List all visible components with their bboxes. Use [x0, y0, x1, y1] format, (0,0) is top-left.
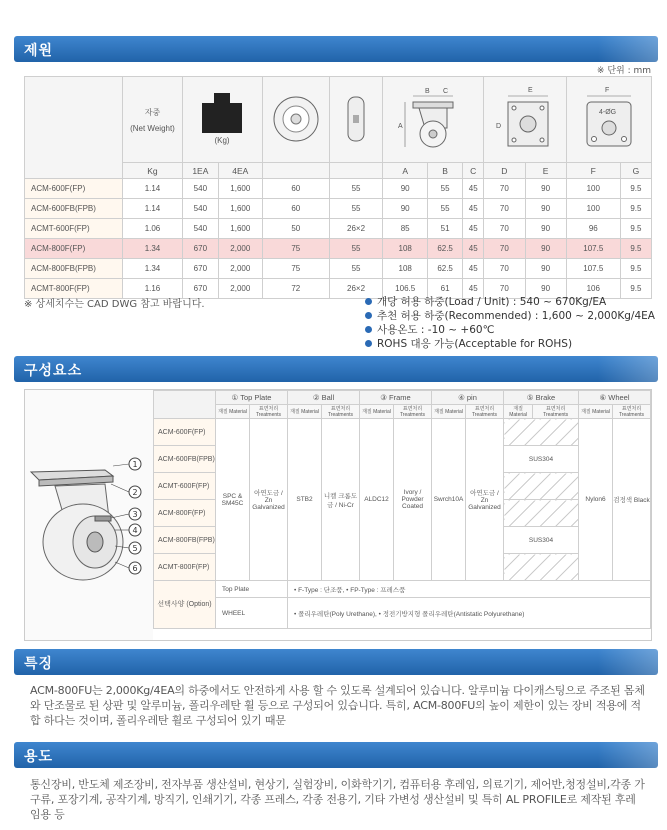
part-ball: ② Ball — [288, 391, 360, 405]
sub-header-blank — [262, 163, 329, 179]
svg-text:4: 4 — [132, 526, 138, 535]
wheel-front-header — [262, 77, 329, 163]
sub-header-1ea: 1EA — [182, 163, 218, 179]
wheel-front-icon — [271, 89, 321, 149]
brake-none — [504, 500, 579, 527]
bullet-item: ROHS 대응 가능(Acceptable for ROHS) — [365, 337, 655, 351]
spec-row: ACM-600F(FP) 1.14 540 1,600 60 55 90 55 45 70 90 100 9.5 — [25, 179, 652, 199]
comp-model: ACM-800FB(FPB) — [154, 527, 216, 554]
section-title-feature: 특징 — [14, 649, 658, 675]
svg-text:(Kg): (Kg) — [214, 135, 230, 145]
comp-model: ACMT-600F(FP) — [154, 473, 216, 500]
spec-row-highlighted: ACM-800F(FP) 1.34 670 2,000 75 55 108 62.5 45 70 90 107.5 9.5 — [25, 239, 652, 259]
part-frame: ③ Frame — [360, 391, 432, 405]
sub-header-c: C — [463, 163, 484, 179]
model-name: ACM-600FB(FPB) — [25, 199, 123, 219]
svg-text:D: D — [496, 122, 502, 130]
caster-exploded-icon — [25, 390, 153, 640]
svg-text:2: 2 — [132, 488, 138, 497]
svg-text:3: 3 — [132, 510, 138, 519]
feature-text: ACM-800FU는 2,000Kg/4EA의 하중에서도 안전하게 사용 할 수 있도록 설계되어 있습니다. 알루미늄 다이캐스팅으로 주조된 몸체와 단조물로 된 상판 및 알루미늄, 폴리우레탄 휠 등으로 구성되어 있습니다. 특히, ACM-800FU의 높이 제한이 있는 장비 적용에 적합 하다는 것이며, 폴리우레탄 휠로 구성되어 있기 때문 — [30, 684, 645, 727]
usage-text: 통신장비, 반도체 제조장비, 전자부품 생산설비, 현상기, 실험장비, 이화학기기, 컴퓨터용 후레임, 의료기기, 제어반,청정설비,각종 가구류, 포장기계, 공작기계, 방직기, 인쇄기기, 각종 프레스, 각종 전용기, 기타 가변성 생산설비 및 특히 AL PROFILE로 제작된 후레임용 등 — [30, 778, 645, 821]
part-wheel: ⑥ Wheel — [579, 391, 651, 405]
svg-text:E: E — [528, 86, 533, 94]
model-name: ACM-800F(FP) — [25, 239, 123, 259]
sub-header-kg: Kg — [123, 163, 183, 179]
sub-header-a: A — [383, 163, 428, 179]
bullet-icon — [365, 326, 372, 333]
plate-holes-diagram — [577, 84, 641, 154]
brake-material: SUS304 — [504, 446, 579, 473]
sub-header-b: B — [428, 163, 463, 179]
option-wheel-desc: • 폴리우레탄(Poly Urethane), • 정전기방지형 폴리우레탄(Antistatic Polyurethane) — [288, 598, 651, 629]
svg-text:C: C — [443, 87, 449, 95]
spec-bullets — [365, 295, 655, 351]
svg-text:5: 5 — [132, 544, 138, 553]
svg-text:1: 1 — [132, 460, 138, 469]
svg-text:6: 6 — [132, 564, 138, 573]
svg-text:A: A — [398, 122, 403, 130]
option-wheel: WHEEL — [216, 598, 288, 629]
wheel-side-header — [329, 77, 383, 163]
sub-header-f: F — [566, 163, 620, 179]
caster-illustration — [25, 390, 153, 640]
component-table: ① Top Plate ② Ball ③ Frame ④ pin ⑤ Brake ⑥ Wheel 재질 Material 표면처리 Treatments 재질 Material 표면처리 Treatments 재질 Material 표면처리 Treatments 재질 Material 표면처리 Treatments 재질 Material 표면처리 Treatments 재질 Material 표면처리 Treatments ACM-600F(FP) SPC & SM45C 아연도금 / Zn Galvanized STB2 니켈 크롬도금 / Ni-Cr ALDC12 Ivory / Powder Coated Swrch10A 아연도금 / Zn Galvanized Nylon6 검정색 Black ACM-600FB(FPB) SUS304 ACMT-600F(FP) ACM-800F(FP) ACM-800FB(FPB) SUS304 ACMT-800F(FP) 선택사양 (Option) Top Plate • F-Type : 단조품, • FP-Type : 프레스품 WHEEL • 폴리우레탄(Poly Urethane), • 정전기방지형 폴리우레탄(Antistatic Polyurethane) — [153, 390, 651, 629]
spec-table — [24, 76, 652, 299]
comp-model: ACM-800F(FP) — [154, 500, 216, 527]
comp-header-blank — [154, 391, 216, 419]
bullet-icon — [365, 340, 372, 347]
load-header — [182, 77, 262, 163]
section-title-spec: 제원 — [14, 36, 658, 62]
sub-header-4ea: 4EA — [218, 163, 262, 179]
plate-holes-header — [566, 77, 651, 163]
brake-none — [504, 419, 579, 446]
model-name: ACM-600F(FP) — [25, 179, 123, 199]
plate-top-diagram — [494, 84, 556, 154]
cad-note: ※ 상세치수는 CAD DWG 참고 바랍니다. — [24, 299, 205, 310]
option-plate-desc: • F-Type : 단조품, • FP-Type : 프레스품 — [288, 581, 651, 598]
plate-top-header — [484, 77, 567, 163]
spec-header-blank — [25, 77, 123, 179]
option-plate: Top Plate — [216, 581, 288, 598]
option-label: 선택사양 (Option) — [154, 581, 216, 629]
bullet-item: 사용온도 : -10 ~ +60℃ — [365, 323, 655, 337]
sub-header-blank — [329, 163, 383, 179]
spec-row: ACMT-800F(FP) 1.16 670 2,000 72 26×2 106.5 61 45 70 90 106 9.5 — [25, 279, 652, 299]
brake-none — [504, 554, 579, 581]
brake-none — [504, 473, 579, 500]
section-title-component: 구성요소 — [14, 356, 658, 382]
sub-header-g: G — [620, 163, 651, 179]
part-brake: ⑤ Brake — [504, 391, 579, 405]
bullet-icon — [365, 312, 372, 319]
component-box — [24, 389, 652, 641]
unit-label: ※ 단위 : mm — [596, 66, 651, 76]
caster-side-header — [383, 77, 484, 163]
comp-model: ACMT-800F(FP) — [154, 554, 216, 581]
wheel-side-icon — [336, 89, 376, 149]
svg-text:4-ØG: 4-ØG — [598, 108, 616, 116]
spec-row: ACM-800FB(FPB) 1.34 670 2,000 75 55 108 62.5 45 70 90 107.5 9.5 — [25, 259, 652, 279]
model-name: ACMT-800F(FP) — [25, 279, 123, 299]
bullet-icon — [365, 298, 372, 305]
part-top-plate: ① Top Plate — [216, 391, 288, 405]
comp-model: ACM-600F(FP) — [154, 419, 216, 446]
caster-side-diagram — [395, 84, 471, 154]
weight-icon — [192, 91, 252, 147]
bullet-item: 개당 허용 하중(Load / Unit) : 540 ~ 670Kg/EA — [365, 295, 655, 309]
bullet-item: 추천 허용 하중(Recommended) : 1,600 ~ 2,000Kg/4EA — [365, 309, 655, 323]
model-name: ACM-800FB(FPB) — [25, 259, 123, 279]
comp-model: ACM-600FB(FPB) — [154, 446, 216, 473]
sub-header-e: E — [525, 163, 566, 179]
svg-text:B: B — [425, 87, 430, 95]
spec-row: ACMT-600F(FP) 1.06 540 1,600 50 26×2 85 51 45 70 90 96 9.5 — [25, 219, 652, 239]
sub-header-d: D — [484, 163, 525, 179]
spec-row: ACM-600FB(FPB) 1.14 540 1,600 60 55 90 55 45 70 90 100 9.5 — [25, 199, 652, 219]
part-pin: ④ pin — [432, 391, 504, 405]
model-name: ACMT-600F(FP) — [25, 219, 123, 239]
brake-material: SUS304 — [504, 527, 579, 554]
weight-header: 자중 (Net Weight) — [123, 77, 183, 163]
svg-text:F: F — [604, 86, 610, 94]
section-title-usage: 용도 — [14, 742, 658, 768]
